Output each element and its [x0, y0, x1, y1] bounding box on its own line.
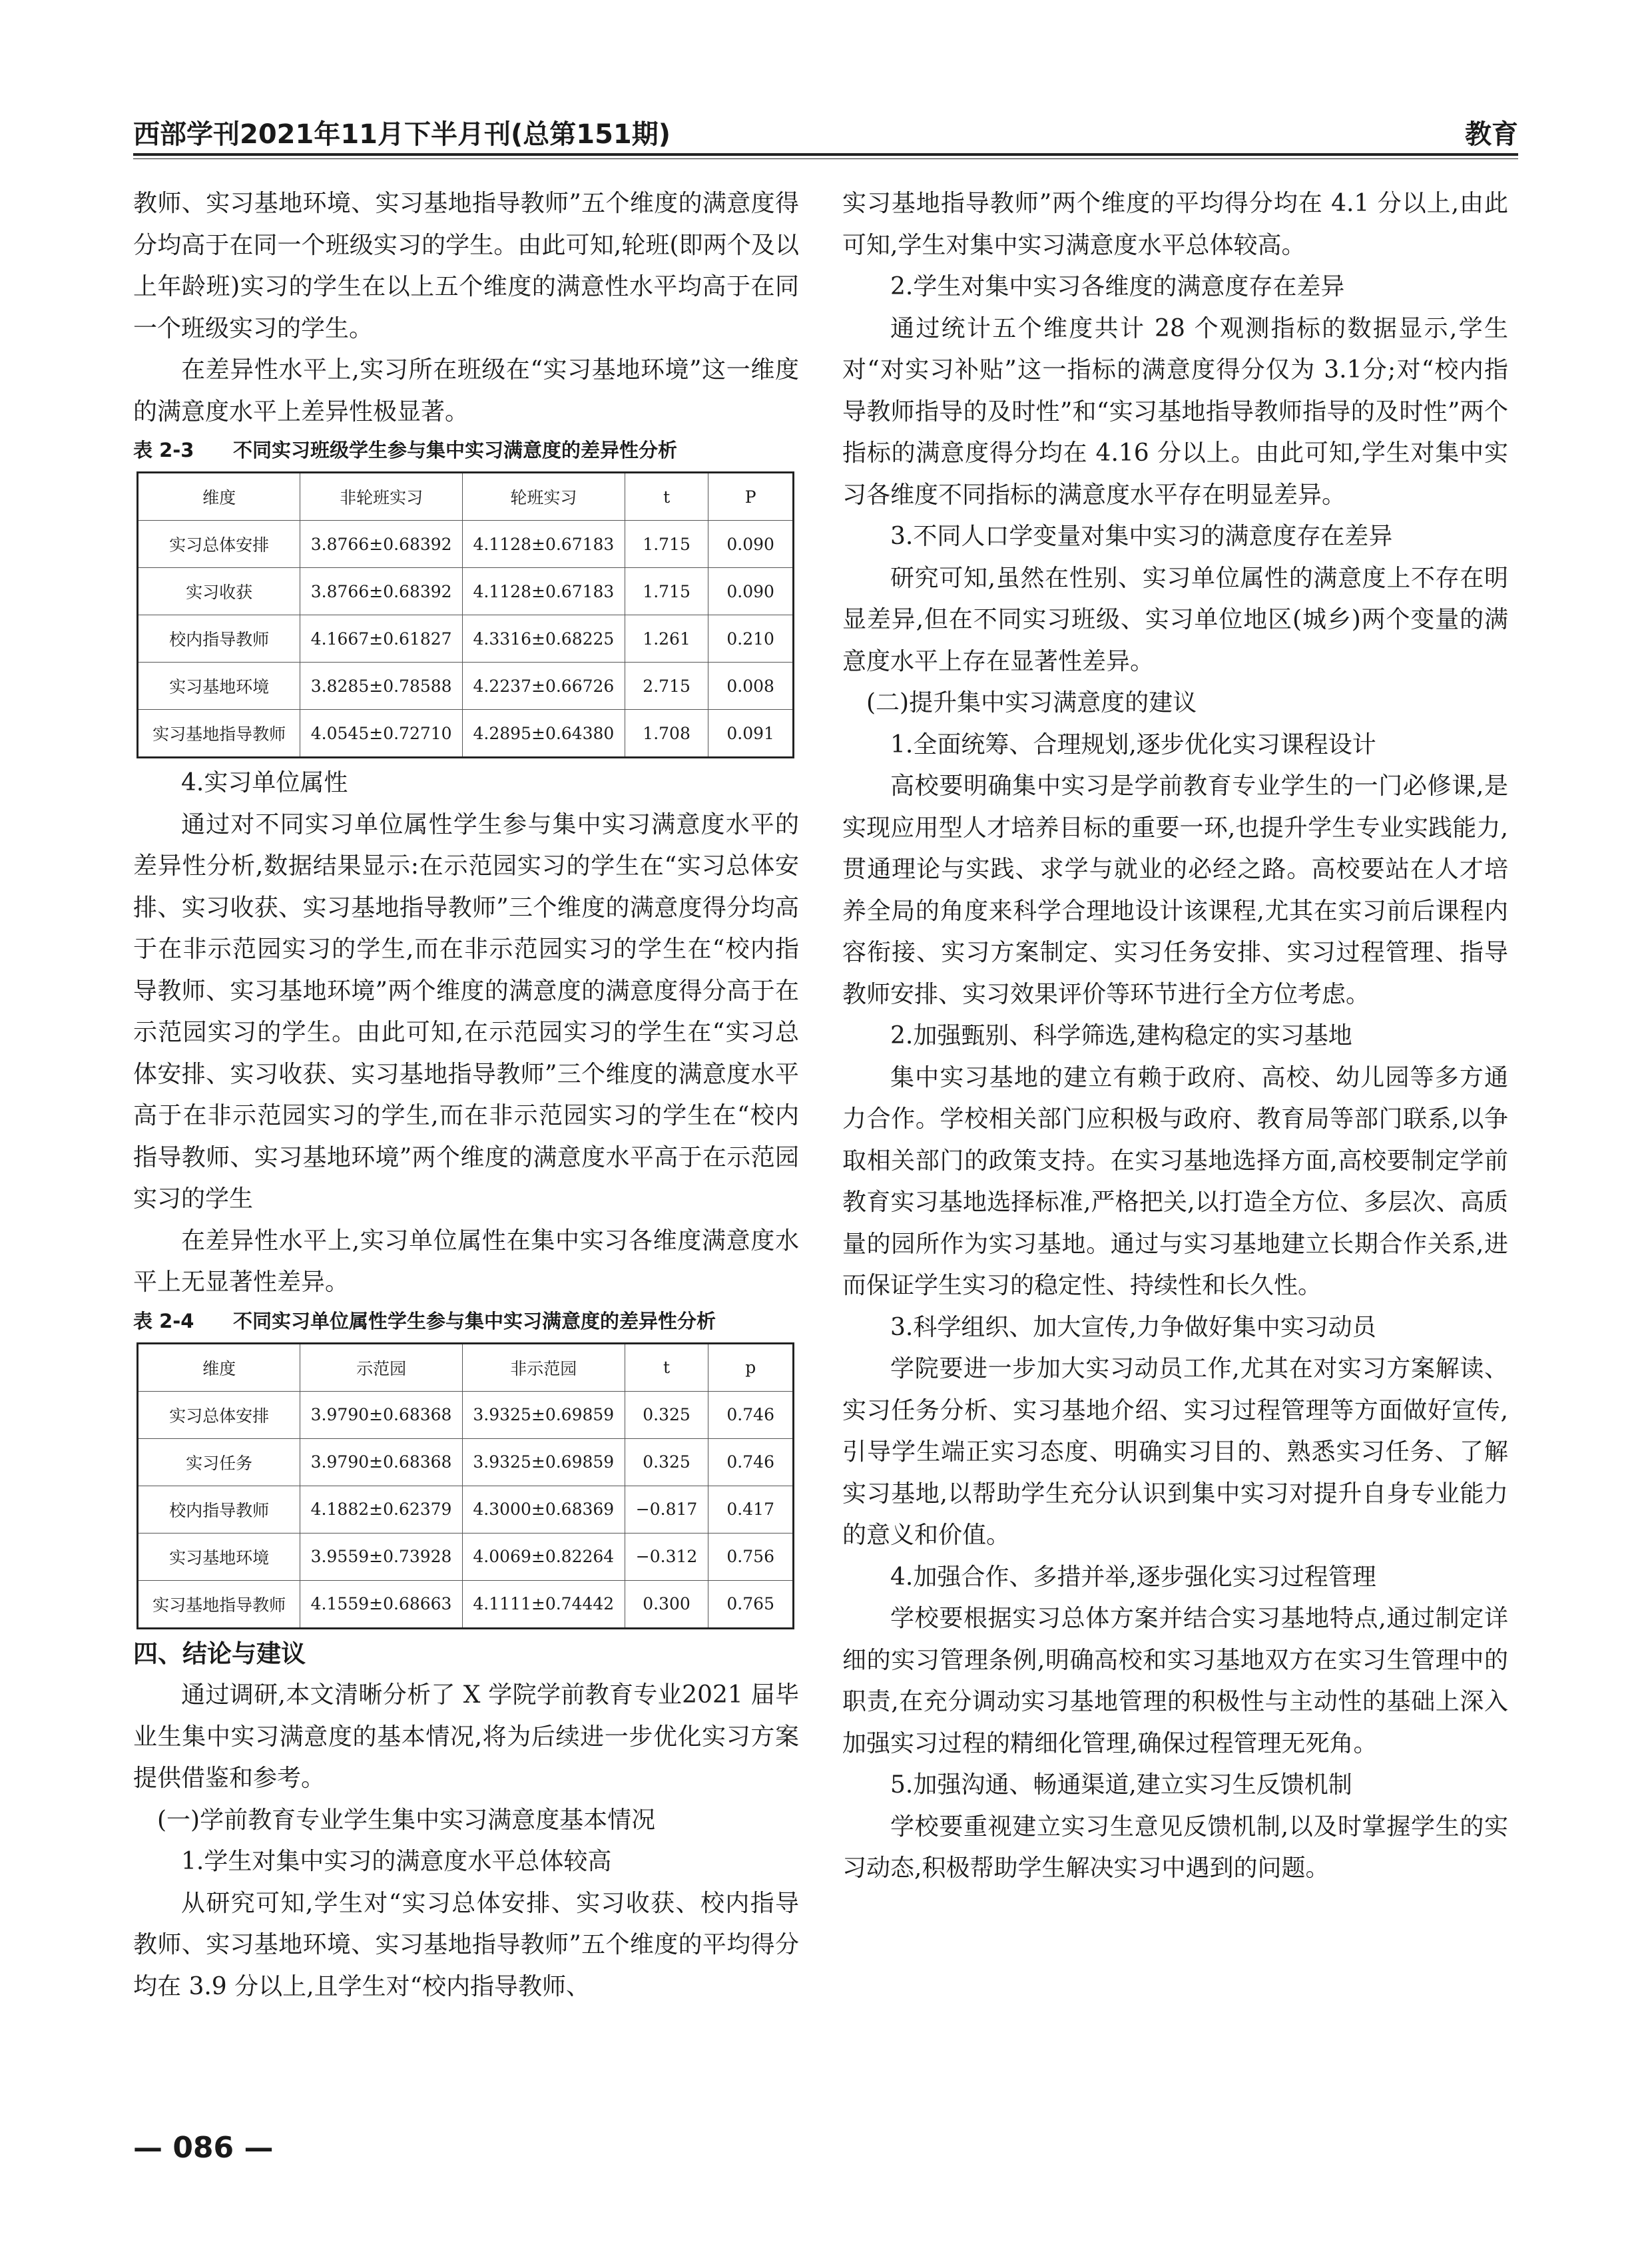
table-cell: 0.090 — [708, 568, 794, 615]
header-rule-thin — [133, 158, 1518, 159]
table-cell: 3.8285±0.78588 — [300, 663, 463, 710]
column-header: 非示范园 — [462, 1343, 625, 1391]
subheading: 3.不同人口学变量对集中实习的满意度存在差异 — [890, 523, 1393, 550]
paragraph: 学校要重视建立实习生意见反馈机制,以及时掌握学生的实习动态,积极帮助学生解决实习中遇到的问题。 — [842, 1813, 1508, 1882]
table-cell: 3.9559±0.73928 — [300, 1533, 463, 1580]
table-cell: 4.2895±0.64380 — [463, 710, 625, 758]
table-cell: 1.708 — [625, 710, 708, 758]
table-title: 不同实习单位属性学生参与集中实习满意度的差异性分析 — [233, 1309, 716, 1332]
column-header: 维度 — [138, 1343, 300, 1391]
table-cell: 实习基地环境 — [138, 1533, 300, 1580]
subsection-heading: (一)学前教育专业学生集中实习满意度基本情况 — [157, 1806, 656, 1834]
table-cell: 0.091 — [708, 710, 794, 758]
table-cell: 校内指导教师 — [138, 1486, 300, 1533]
table-cell: −0.817 — [625, 1486, 708, 1533]
right-column — [842, 183, 1508, 1890]
table-cell: 0.210 — [708, 615, 794, 663]
data-table — [137, 471, 794, 758]
paragraph: 通过调研,本文清晰分析了 X 学院学前教育专业2021 届毕业生集中实习满意度的基本情况,将为后续进一步优化实习方案提供借鉴和参考。 — [133, 1681, 799, 1792]
table-cell: 4.1667±0.61827 — [300, 615, 463, 663]
table-cell: 3.9790±0.68368 — [300, 1438, 463, 1486]
table-cell: 1.715 — [625, 568, 708, 615]
column-header: 轮班实习 — [463, 473, 625, 521]
table-cell: 实习总体安排 — [138, 521, 300, 568]
table-number: 表 2-3 — [133, 439, 194, 461]
table-row — [138, 710, 794, 758]
table-cell: 校内指导教师 — [138, 615, 300, 663]
column-header: 示范园 — [300, 1343, 463, 1391]
table-cell: 实习基地指导教师 — [138, 710, 300, 758]
paragraph: 教师、实习基地环境、实习基地指导教师”五个维度的满意度得分均高于在同一个班级实习的学生。由此可知,轮班(即两个及以上年龄班)实习的学生在以上五个维度的满意性水平均高于在同一个班级实习的学生。 — [133, 190, 799, 342]
table-cell: 3.9790±0.68368 — [300, 1391, 463, 1438]
subheading: 2.学生对集中实习各维度的满意度存在差异 — [890, 273, 1345, 300]
table-row — [138, 1486, 794, 1533]
data-table — [137, 1342, 794, 1629]
subheading: 1.学生对集中实习的满意度水平总体较高 — [181, 1848, 612, 1875]
table-row — [138, 1438, 794, 1486]
column-header: t — [625, 1343, 708, 1391]
table-cell: 4.1111±0.74442 — [462, 1580, 625, 1628]
table-cell: 实习基地环境 — [138, 663, 300, 710]
paragraph: 实习基地指导教师”两个维度的平均得分均在 4.1 分以上,由此可知,学生对集中实习满意度水平总体较高。 — [842, 190, 1508, 259]
table-header-row — [138, 1343, 794, 1391]
table-cell: 3.9325±0.69859 — [462, 1391, 625, 1438]
paragraph: 学校要根据实习总体方案并结合实习基地特点,通过制定详细的实习管理条例,明确高校和实习基地双方在实习生管理中的职责,在充分调动实习基地管理的积极性与主动性的基础上深入加强实习过程的精细化管理,确保过程管理无死角。 — [842, 1605, 1508, 1757]
paragraph: 研究可知,虽然在性别、实习单位属性的满意度上不存在明显差异,但在不同实习班级、实习单位地区(城乡)两个变量的满意度水平上存在显著性差异。 — [842, 564, 1508, 675]
page-header — [133, 107, 1518, 160]
table-cell: 2.715 — [625, 663, 708, 710]
journal-title: 西部学刊2021年11月下半月刊(总第151期) — [133, 119, 671, 150]
table-cell: 1.261 — [625, 615, 708, 663]
paragraph: 高校要明确集中实习是学前教育专业学生的一门必修课,是实现应用型人才培养目标的重要一环,也提升学生专业实践能力,贯通理论与实践、求学与就业的必经之路。高校要站在人才培养全局的角度来科学合理地设计该课程,尤其在实习前后课程内容衔接、实习方案制定、实习任务安排、实习过程管理、指导教师安排、实习效果评价等环节进行全方位考虑。 — [842, 772, 1508, 1008]
paragraph: 从研究可知,学生对“实习总体安排、实习收获、校内指导教师、实习基地环境、实习基地指导教师”五个维度的平均得分均在 3.9 分以上,且学生对“校内指导教师、 — [133, 1889, 799, 2000]
column-header: 非轮班实习 — [300, 473, 463, 521]
table-cell: 3.8766±0.68392 — [300, 568, 463, 615]
table-cell: 0.417 — [708, 1486, 794, 1533]
column-header: t — [625, 473, 708, 521]
table-cell: 实习任务 — [138, 1438, 300, 1486]
table-number: 表 2-4 — [133, 1309, 194, 1332]
table-cell: 0.756 — [708, 1533, 794, 1580]
table-cell: 3.9325±0.69859 — [462, 1438, 625, 1486]
table-header-row — [138, 473, 794, 521]
subheading: 3.科学组织、加大宣传,力争做好集中实习动员 — [890, 1313, 1376, 1341]
paragraph: 通过对不同实习单位属性学生参与集中实习满意度水平的差异性分析,数据结果显示:在示范园实习的学生在“实习总体安排、实习收获、实习基地指导教师”三个维度的满意度得分均高于在非示范园实习的学生,而在非示范园实习的学生在“校内指导教师、实习基地环境”两个维度的满意度的满意度得分高于在示范园实习的学生。由此可知,在示范园实习的学生在“实习总体安排、实习收获、实习基地指导教师”三个维度的满意度水平高于在非示范园实习的学生,而在非示范园实习的学生在“校内指导教师、实习基地环境”两个维度的满意度水平高于在示范园实习的学生 — [133, 810, 799, 1213]
table-cell: 0.765 — [708, 1580, 794, 1628]
table-cell: 4.3000±0.68369 — [462, 1486, 625, 1533]
table-cell: 4.1559±0.68663 — [300, 1580, 463, 1628]
table-cell: 4.1128±0.67183 — [463, 521, 625, 568]
table-row — [138, 663, 794, 710]
table-row — [138, 1533, 794, 1580]
paragraph: 集中实习基地的建立有赖于政府、高校、幼儿园等多方通力合作。学校相关部门应积极与政府、教育局等部门联系,以争取相关部门的政策支持。在实习基地选择方面,高校要制定学前教育实习基地选择标准,严格把关,以打造全方位、多层次、高质量的园所作为实习基地。通过与实习基地建立长期合作关系,进而保证学生实习的稳定性、持续性和长久性。 — [842, 1063, 1508, 1299]
table-row — [138, 1391, 794, 1438]
table-cell: 0.300 — [625, 1580, 708, 1628]
table-cell: 1.715 — [625, 521, 708, 568]
subheading: 5.加强沟通、畅通渠道,建立实习生反馈机制 — [890, 1771, 1352, 1799]
table-cell: 0.090 — [708, 521, 794, 568]
table-cell: 4.2237±0.66726 — [463, 663, 625, 710]
subheading: 4.加强合作、多措并举,逐步强化实习过程管理 — [890, 1563, 1376, 1591]
paragraph: 通过统计五个维度共计 28 个观测指标的数据显示,学生对“对实习补贴”这一指标的满意度得分仅为 3.1分;对“校内指导教师指导的及时性”和“实习基地指导教师指导的及时性”两个指标的满意度得分均在 4.16 分以上。由此可知,学生对集中实习各维度不同指标的满意度水平存在明显差异。 — [842, 314, 1508, 509]
table-cell: 4.0545±0.72710 — [300, 710, 463, 758]
table-row — [138, 568, 794, 615]
subheading: 2.加强甄别、科学筛选,建构稳定的实习基地 — [890, 1022, 1352, 1049]
section-name: 教育 — [1465, 119, 1518, 150]
table-caption — [133, 1308, 799, 1334]
table-cell: 3.8766±0.68392 — [300, 521, 463, 568]
table-cell: 实习基地指导教师 — [138, 1580, 300, 1628]
paragraph: 在差异性水平上,实习单位属性在集中实习各维度满意度水平上无显著性差异。 — [133, 1227, 799, 1296]
table-cell: 4.3316±0.68225 — [463, 615, 625, 663]
table-cell: 4.1128±0.67183 — [463, 568, 625, 615]
table-cell: −0.312 — [625, 1533, 708, 1580]
column-header: 维度 — [138, 473, 300, 521]
table-cell: 0.325 — [625, 1391, 708, 1438]
table-cell: 0.325 — [625, 1438, 708, 1486]
section-heading: 四、结论与建议 — [133, 1639, 306, 1668]
header-rule — [133, 153, 1518, 156]
left-column — [133, 183, 799, 2008]
column-header: P — [708, 473, 794, 521]
table-row — [138, 521, 794, 568]
table-title: 不同实习班级学生参与集中实习满意度的差异性分析 — [233, 439, 678, 461]
table-row — [138, 615, 794, 663]
subheading: 1.全面统筹、合理规划,逐步优化实习课程设计 — [890, 730, 1376, 758]
table-cell: 4.0069±0.82264 — [462, 1533, 625, 1580]
table-cell: 0.008 — [708, 663, 794, 710]
table-cell: 实习总体安排 — [138, 1391, 300, 1438]
table-cell: 实习收获 — [138, 568, 300, 615]
table-cell: 0.746 — [708, 1391, 794, 1438]
paragraph: 学院要进一步加大实习动员工作,尤其在对实习方案解读、实习任务分析、实习基地介绍、实习过程管理等方面做好宣传,引导学生端正实习态度、明确实习目的、熟悉实习任务、了解实习基地,以帮助学生充分认识到集中实习对提升自身专业能力的意义和价值。 — [842, 1355, 1508, 1549]
table-cell: 4.1882±0.62379 — [300, 1486, 463, 1533]
page-number: — 086 — — [133, 2131, 274, 2165]
table-caption — [133, 437, 799, 463]
column-header: p — [708, 1343, 794, 1391]
table-row — [138, 1580, 794, 1628]
table-cell: 0.746 — [708, 1438, 794, 1486]
subsection-heading: (二)提升集中实习满意度的建议 — [866, 689, 1197, 716]
paragraph: 在差异性水平上,实习所在班级在“实习基地环境”这一维度的满意度水平上差异性极显著。 — [133, 356, 799, 425]
subheading: 4.实习单位属性 — [181, 769, 348, 796]
